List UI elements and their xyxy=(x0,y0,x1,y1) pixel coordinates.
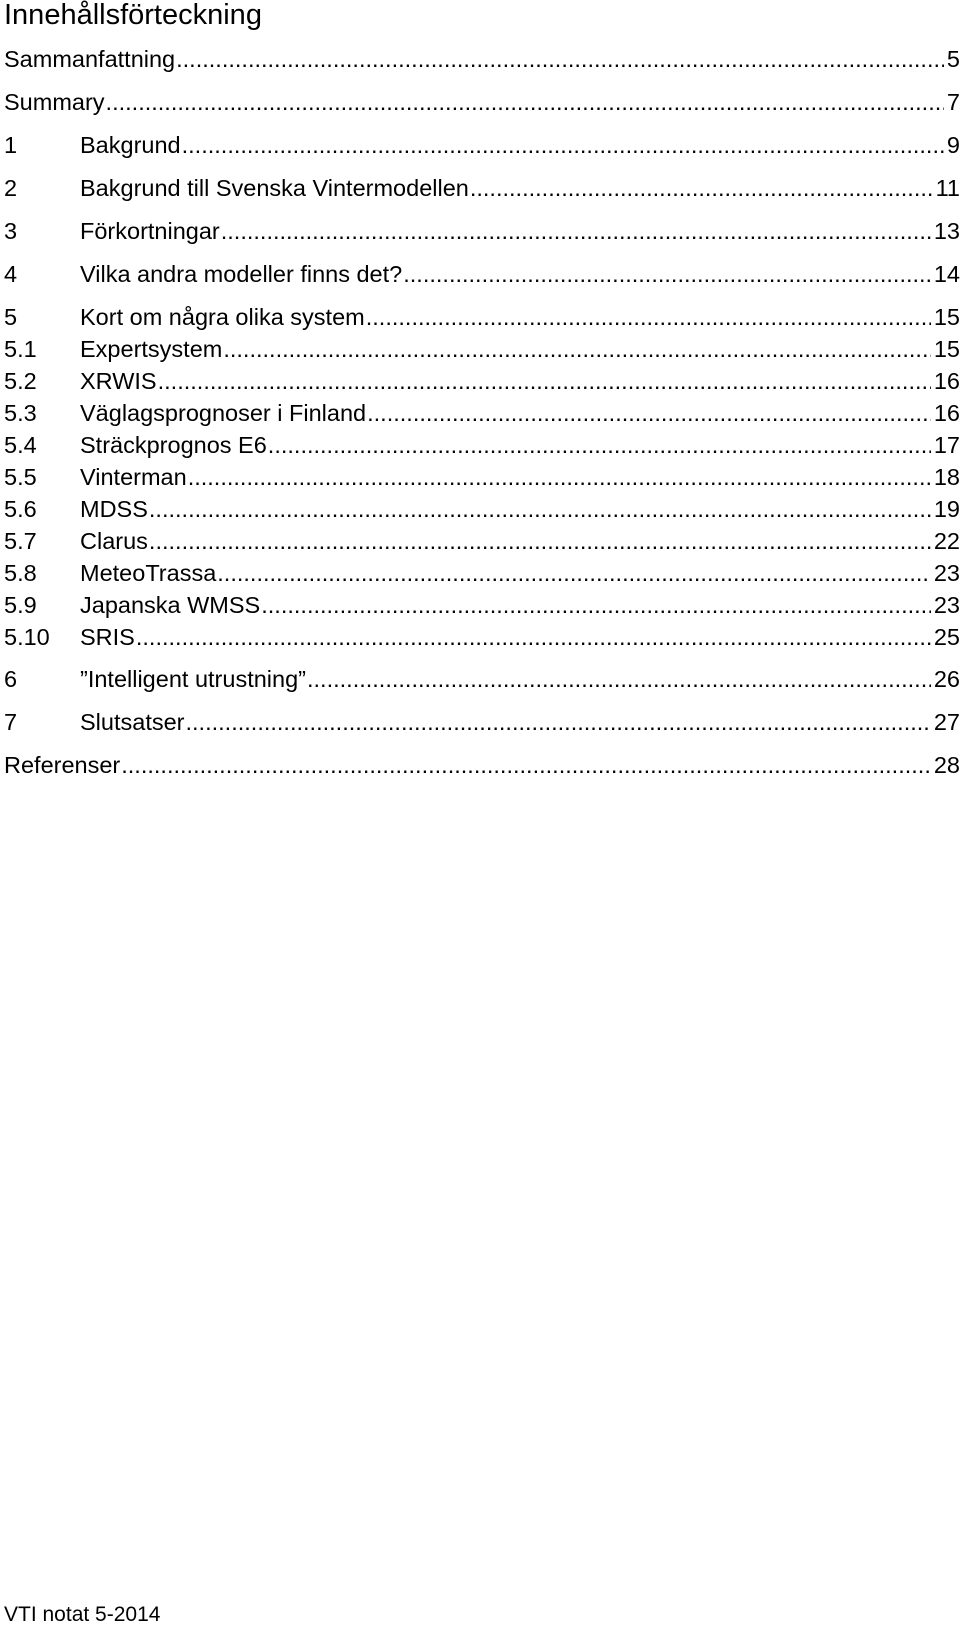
toc-entry-number: 1 xyxy=(4,132,18,158)
toc-entry-title: Summary xyxy=(4,89,105,115)
toc-entry-5-6[interactable] xyxy=(4,493,960,525)
toc-entry-5-7[interactable] xyxy=(4,525,960,557)
toc-entry-5[interactable] xyxy=(4,301,960,333)
toc-dot-leader xyxy=(188,461,931,493)
toc-entry-number: 3 xyxy=(4,218,18,244)
toc-entry-number: 2 xyxy=(4,175,18,201)
toc-entry-title: MeteoTrassa xyxy=(80,560,217,586)
toc-entry-page: 14 xyxy=(933,261,960,287)
toc-dot-leader xyxy=(217,557,931,589)
toc-dot-leader xyxy=(268,429,931,461)
toc-entry-page: 22 xyxy=(933,528,960,554)
toc-entry-page: 23 xyxy=(933,592,960,618)
toc-entry-page: 19 xyxy=(933,496,960,522)
toc-entry-page: 15 xyxy=(933,336,960,362)
toc-entry-5-10[interactable] xyxy=(4,621,960,653)
toc-dot-leader xyxy=(223,333,931,365)
toc-entry-number: 5 xyxy=(4,304,18,330)
toc-entry-7[interactable] xyxy=(4,706,960,738)
toc-entry-referenser[interactable] xyxy=(4,749,960,781)
toc-entry-3[interactable] xyxy=(4,215,960,247)
page-footer: VTI notat 5-2014 xyxy=(4,1603,161,1626)
toc-dot-leader xyxy=(261,589,931,621)
toc-entry-number: 5.4 xyxy=(4,432,37,458)
toc-entry-title: Förkortningar xyxy=(80,218,220,244)
toc-dot-leader xyxy=(121,749,931,781)
toc-entry-page: 5 xyxy=(946,46,960,72)
toc-dot-leader xyxy=(158,365,931,397)
toc-entry-title: Sträckprognos E6 xyxy=(80,432,267,458)
toc-entry-page: 16 xyxy=(933,400,960,426)
toc-entry-title: Bakgrund till Svenska Vintermodellen xyxy=(80,175,469,201)
toc-entry-title: Vilka andra modeller finns det? xyxy=(80,261,403,287)
toc-entry-number: 5.8 xyxy=(4,560,37,586)
toc-entry-page: 27 xyxy=(933,709,960,735)
toc-entry-page: 7 xyxy=(946,89,960,115)
toc-dot-leader xyxy=(403,258,931,290)
toc-entry-title: Expertsystem xyxy=(80,336,223,362)
toc-entry-number: 7 xyxy=(4,709,18,735)
toc-entry-title: Bakgrund xyxy=(80,132,181,158)
toc-entry-number: 5.5 xyxy=(4,464,37,490)
toc-entry-title: Slutsatser xyxy=(80,709,185,735)
toc-entry-title: Vinterman xyxy=(80,464,187,490)
toc-dot-leader xyxy=(182,129,944,161)
toc-dot-leader xyxy=(221,215,931,247)
toc-entry-6[interactable] xyxy=(4,663,960,695)
toc-entry-number: 5.7 xyxy=(4,528,37,554)
toc-entry-page: 23 xyxy=(933,560,960,586)
toc-entry-summary[interactable] xyxy=(4,86,960,118)
toc-entry-title: XRWIS xyxy=(80,368,157,394)
toc-dot-leader xyxy=(106,86,944,118)
toc-entry-page: 17 xyxy=(933,432,960,458)
toc-entry-page: 15 xyxy=(933,304,960,330)
toc-entry-title: SRIS xyxy=(80,624,135,650)
toc-entry-1[interactable] xyxy=(4,129,960,161)
toc-entry-title: ”Intelligent utrustning” xyxy=(80,666,306,692)
toc-entry-title: Referenser xyxy=(4,752,121,778)
toc-dot-leader xyxy=(470,172,933,204)
toc-entry-number: 5.3 xyxy=(4,400,37,426)
toc-entry-page: 9 xyxy=(946,132,960,158)
toc-heading: Innehållsförteckning xyxy=(4,0,262,31)
toc-entry-page: 28 xyxy=(933,752,960,778)
toc-entry-number: 5.9 xyxy=(4,592,37,618)
toc-entry-number: 5.1 xyxy=(4,336,37,362)
toc-entry-5-2[interactable] xyxy=(4,365,960,397)
toc-dot-leader xyxy=(149,493,931,525)
toc-entry-number: 5.2 xyxy=(4,368,37,394)
toc-entry-sammanfattning[interactable] xyxy=(4,43,960,75)
toc-entry-5-9[interactable] xyxy=(4,589,960,621)
toc-entry-5-5[interactable] xyxy=(4,461,960,493)
toc-entry-page: 13 xyxy=(933,218,960,244)
toc-entry-2[interactable] xyxy=(4,172,960,204)
toc-entry-title: Japanska WMSS xyxy=(80,592,261,618)
toc-entry-5-3[interactable] xyxy=(4,397,960,429)
toc-entry-title: Kort om några olika system xyxy=(80,304,365,330)
toc-entry-5-4[interactable] xyxy=(4,429,960,461)
toc-entry-title: Väglagsprognoser i Finland xyxy=(80,400,367,426)
toc-dot-leader xyxy=(149,525,931,557)
toc-entry-number: 5.10 xyxy=(4,624,50,650)
toc-dot-leader xyxy=(307,663,931,695)
toc-dot-leader xyxy=(366,301,931,333)
toc-entry-4[interactable] xyxy=(4,258,960,290)
toc-entry-page: 16 xyxy=(933,368,960,394)
toc-entry-page: 18 xyxy=(933,464,960,490)
toc-entry-page: 25 xyxy=(933,624,960,650)
toc-dot-leader xyxy=(136,621,931,653)
toc-entry-title: MDSS xyxy=(80,496,148,522)
toc-dot-leader xyxy=(367,397,931,429)
toc-entry-page: 11 xyxy=(935,175,960,201)
toc-entry-5-8[interactable] xyxy=(4,557,960,589)
toc-entry-title: Sammanfattning xyxy=(4,46,176,72)
toc-entry-title: Clarus xyxy=(80,528,148,554)
toc-entry-number: 4 xyxy=(4,261,18,287)
toc-dot-leader xyxy=(176,43,944,75)
toc-entry-number: 6 xyxy=(4,666,18,692)
toc-entry-page: 26 xyxy=(933,666,960,692)
toc-entry-5-1[interactable] xyxy=(4,333,960,365)
toc-entry-number: 5.6 xyxy=(4,496,37,522)
toc-dot-leader xyxy=(186,706,931,738)
